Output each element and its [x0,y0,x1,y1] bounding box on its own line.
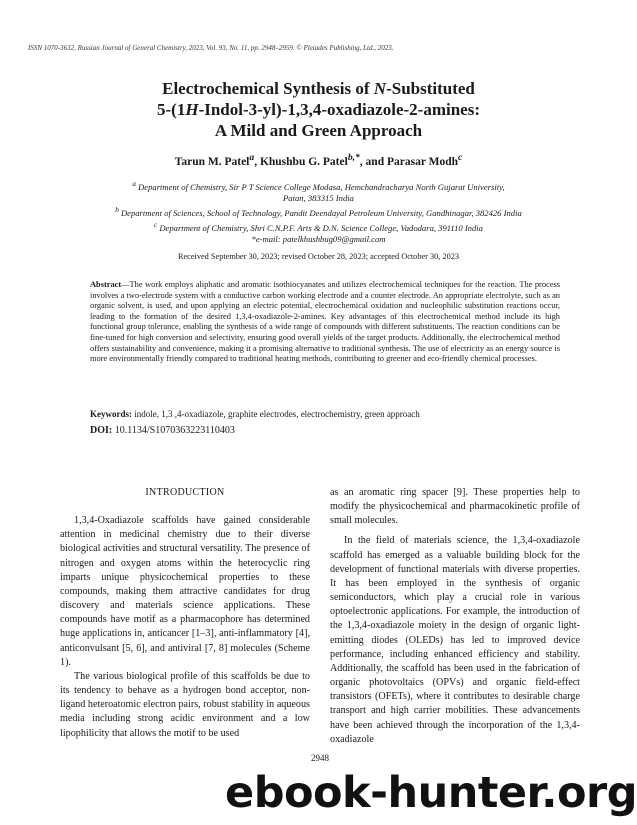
affiliation-a: $^a$ Department of Chemistry, Sir P T Science College Modasa, Hemchandracharya North Gujarat University, [132,180,505,192]
received-dates: Received September 30, 2023; revised October 28, 2023; accepted October 30, 2023 [177,252,460,261]
intro-column-right [330,486,580,747]
intro-paragraph-1: 1,3,4-Oxadiazole scaffolds have gained considerable attention in medicinal chemistry due to their diverse biological activities and structural versatility. The presence of nitrogen and oxygen atoms within the heterocyclic ring imparts unique physicochemical properties to these compounds, making them attractive candidates for drug discovery and materials science applications. These compounds have motif as a pharmacophore has determined huge applications in, anticancer [1–3], anti-inflammatory [4], anticonvulsant [5, 6], and antiviral [7, 8] molecules (Scheme 1). [60,515,310,668]
doi-label: DOI: [90,425,113,436]
abstract-text: —The work employs aliphatic and aromatic isothiocyanates and utilizes electrochemical techniques for the reaction. The process involves a two-electrode system with a conductive carbon working electrode and a counter electrode. An appropriate electrolyte, such as an organic solvent, is used, and upon applying an electric potential, electrochemical oxidation and nucleophilic substitution reactions occur, leading to the formation of the desired 1,3,4-oxadiazole-2-amines. Key advantages of this electrochemical method include its high functional group tolerance, enabling the synthesis of a wide range of compounds with different substituents. The reaction conditions can be fine-tuned for high conversion and selectivity, ensuring good overall yields of the target products. Additionally, the electrochemical method offers sustainability and convenience, making it a promising alternative to traditional synthesis. The use of electricity as an energy source is more environmentally friendly compared to traditional heating methods, contributing to greener and eco-friendly chemical processes. [90,280,560,364]
abstract-label: Abstract [90,280,122,289]
author-3: and Parasar Modh [365,155,458,168]
watermark: ebook-hunter.org [225,768,637,818]
article-title [70,78,567,141]
intro-paragraph-2: The various biological profile of this scaffolds be due to its tendency to behave as a hydrogen bond acceptor, non-ligand heteroatomic electron pairs, robust stability in aqueous media including strong acidic environment and a low lipophilicity that allows the motif to be used [60,670,310,739]
keywords-label: Keywords: [90,409,132,419]
title-line-1: Electrochemical Synthesis of N-Substituted [162,79,475,98]
affiliations [40,179,597,246]
intro-paragraph-3: as an aromatic ring spacer [9]. These properties help to modify the physicochemical and pharmacokinetic profile of small molecules. [330,487,580,527]
author-2: Khushbu G. Patel [259,155,348,168]
abstract [90,280,560,365]
affiliation-c: $^c$ Department of Chemistry, Shri C.N.P.F. Arts & D.N. Science College, Vadodara, 391110 India [154,220,483,233]
intro-column-left [60,478,310,741]
section-heading-introduction: INTRODUCTION [145,487,225,498]
intro-paragraph-4: In the field of materials science, the 1,3,4-oxadiazole scaffold has emerged as a valuable building block for the development of functional materials with diverse properties. It has been employed in the synthesis of organic semiconductors, which play a crucial role in various optoelectronic applications. For example, the introduction of the 1,3,4-oxadiazole moiety in the design of organic light-emitting diodes (OLEDs) has led to improved device performance, including enhanced efficiency and stability. Additionally, the scaffold has been used in the fabrication of organic photovoltaics (OPVs) and organic field-effect transistors (OFETs), where it contributes to desirable charge transport and high carrier mobilities. These advancements have been achieved through the incorporation of the 1,3,4-oxadiazole [330,535,580,745]
journal-header-line: ISSN 1070-3632, Russian Journal of General Chemistry, 2023, Vol. 93, No. 11, pp. 2948–2959. © Pleiades Publishing, Ltd., 2023. [28,44,394,52]
affiliation-a-city: Patan, 383315 India [283,193,354,204]
doi-link[interactable]: 10.1134/S1070363223110403 [112,425,235,436]
doi [90,425,560,436]
author-list: Tarun M. Patel$^a$, Khushbu G. Patel$^{b,*}$, and Parasar Modh$^c$ [174,152,463,168]
author-1: Tarun M. Patel [174,155,250,168]
title-line-2: 5-(1H-Indol-3-yl)-1,3,4-oxadiazole-2-amines: [157,100,480,119]
keywords: Keywords: indole, 1,3 ,4-oxadiazole, graphite electrodes, electrochemistry, green approach [90,409,420,419]
page-number: 2948 [311,753,329,763]
affiliation-b: $^b$ Department of Sciences, School of Technology, Pandit Deendayal Petroleum University, Gandhinagar, 382426 India [115,206,522,218]
title-line-3: A Mild and Green Approach [214,121,423,140]
corresponding-email: *e-mail: patelkhushbug09@gmail.com [251,233,386,244]
